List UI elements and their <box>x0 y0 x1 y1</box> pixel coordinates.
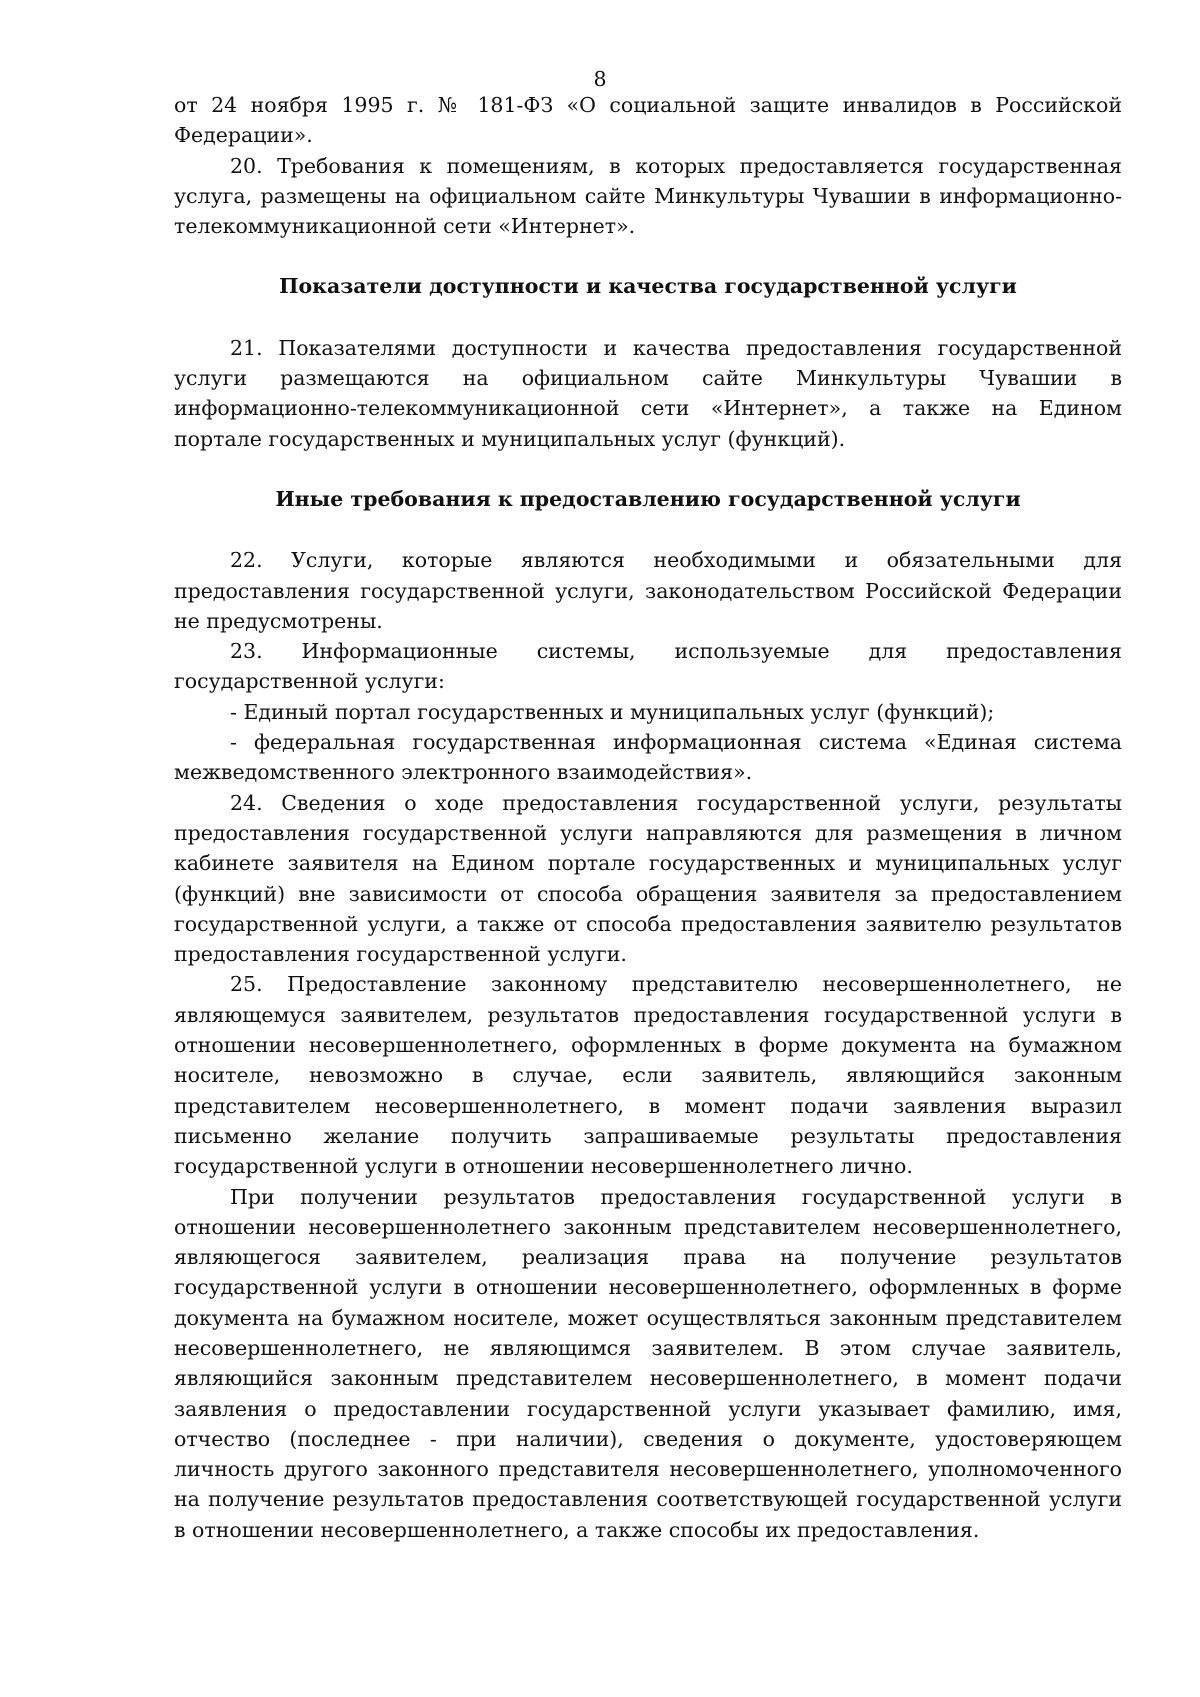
paragraph-21: 21. Показателями доступности и качества предоставления государственной услуги размещаются на официальном сайте Минкультуры Чувашии в информационно-телекоммуникационной сети «Интернет», а также на Едином портале государственных и муниципальных услуг (функций). <box>174 335 1122 451</box>
paragraph-24: 24. Сведения о ходе предоставления государственной услуги, результаты предоставления государственной услуги направляются для размещения в личном кабинете заявителя на Едином портале государственных и муниципальных услуг (функций) вне зависимости от способа обращения заявителя за предоставлением государственной услуги, а также от способа предоставления заявителю результатов предоставления государственной услуги. <box>174 790 1122 967</box>
paragraph-25-continued: При получении результатов предоставления государственной услуги в отношении несовершеннолетнего законным представителем несовершеннолетнего, являющегося заявителем, реализация права на получение результатов государственной услуги в отношении несовершеннолетнего, оформленных в форме документа на бумажном носителе, может осуществляться законным представителем несовершеннолетнего, не являющимся заявителем. В этом случае заявитель, являющийся законным представителем несовершеннолетнего, в момент подачи заявления о предоставлении государственной услуги указывает фамилию, имя, отчество (последнее - при наличии), сведения о документе, удостоверяющем личность другого законного представителя несовершеннолетнего, уполномоченного на получение результатов предоставления соответствующей государственной услуги в отношении несовершеннолетнего, а также способы их предоставления. <box>174 1184 1122 1542</box>
list-item-single-portal: - Единый портал государственных и муниципальных услуг (функций); <box>230 699 995 724</box>
section-heading-other-requirements: Иные требования к предоставлению государственной услуги <box>275 486 1021 511</box>
page-number: 8 <box>593 67 607 91</box>
paragraph-continuation: от 24 ноября 1995 г. № 181-ФЗ «О социальной защите инвалидов в Российской Федерации». <box>174 93 1122 148</box>
paragraph-22: 22. Услуги, которые являются необходимыми и обязательными для предоставления государственной услуги, законодательством Российской Федерации не предусмотрены. <box>174 548 1122 633</box>
document-body <box>174 90 1122 1545</box>
paragraph-25: 25. Предоставление законному представителю несовершеннолетнего, не являющемуся заявителем, результатов предоставления государственной услуги в отношении несовершеннолетнего, оформленных в форме документа на бумажном носителе, невозможно в случае, если заявитель, являющийся законным представителем несовершеннолетнего, в момент подачи заявления выразил письменно желание получить запрашиваемые результаты предоставления государственной услуги в отношении несовершеннолетнего лично. <box>174 972 1122 1179</box>
list-item-smev: - федеральная государственная информационная система «Единая система межведомственного электронного взаимодействия». <box>174 730 1122 785</box>
section-heading-accessibility: Показатели доступности и качества государственной услуги <box>279 274 1017 299</box>
paragraph-20: 20. Требования к помещениям, в которых предоставляется государственная услуга, размещены на официальном сайте Минкультуры Чувашии в информационно-телекоммуникационной сети «Интернет». <box>174 153 1122 239</box>
paragraph-23: 23. Информационные системы, используемые для предоставления государственной услуги: <box>174 639 1122 694</box>
